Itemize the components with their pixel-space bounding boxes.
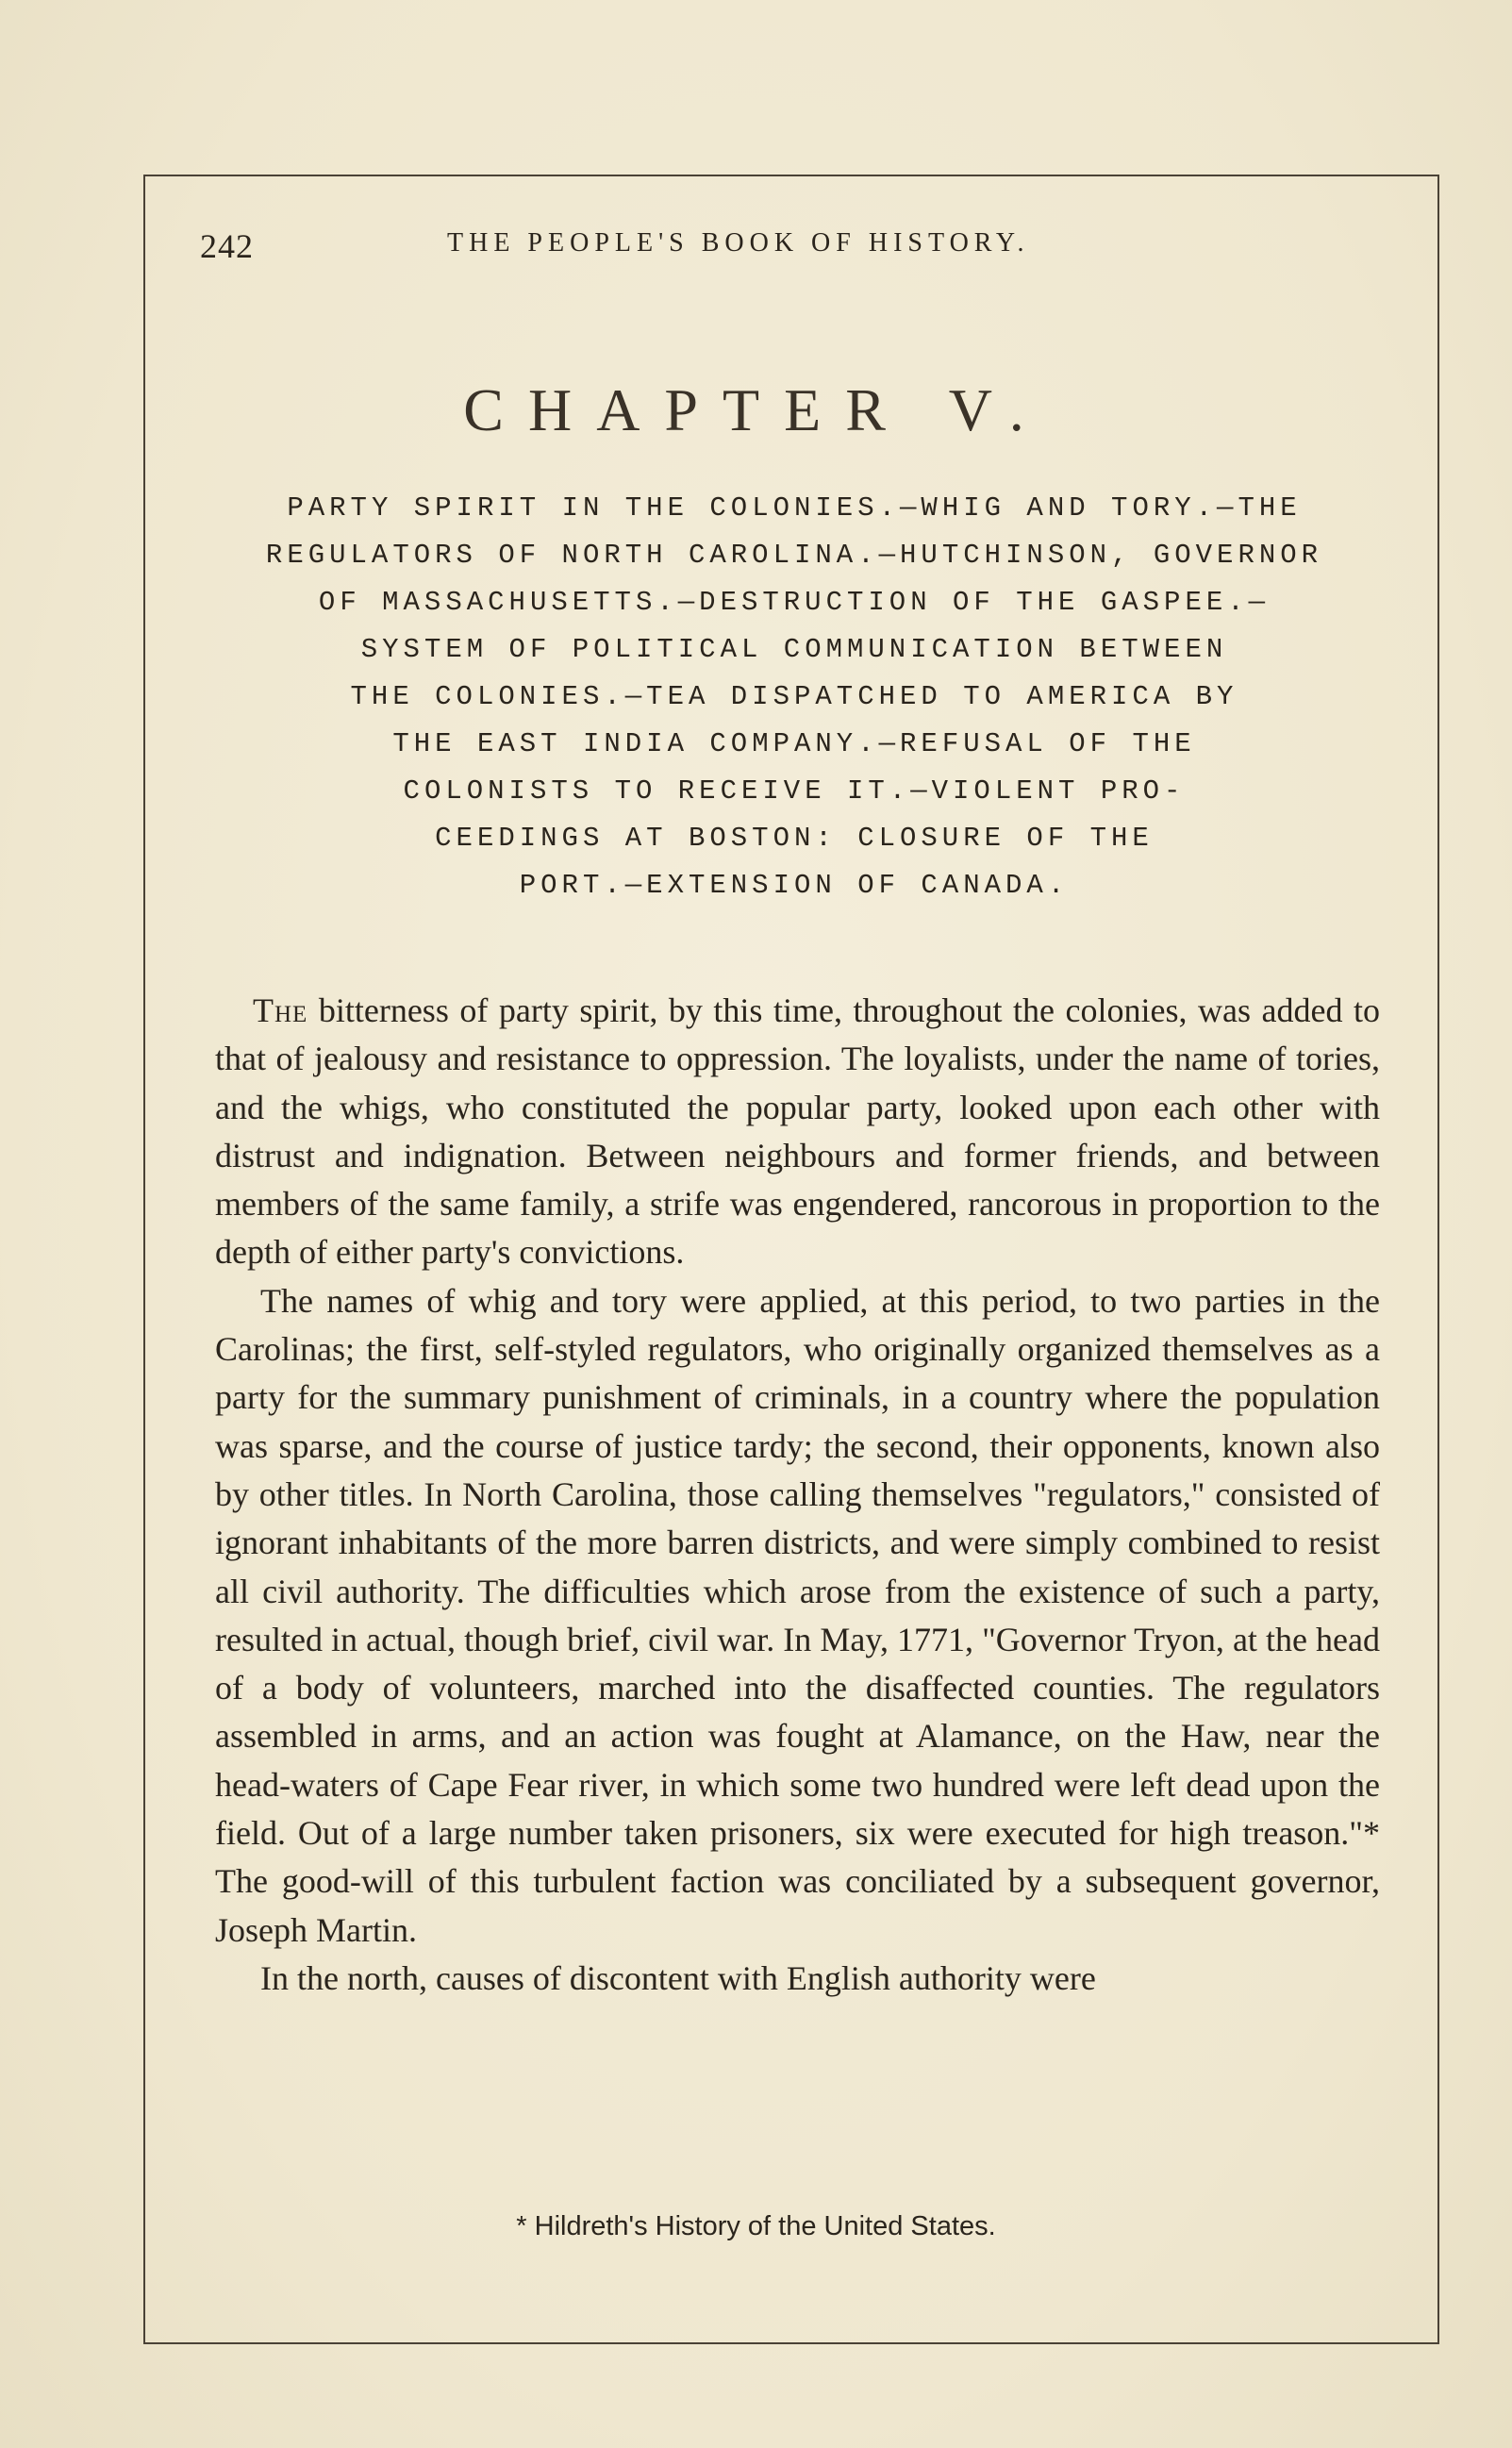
paragraph-text: bitterness of party spirit, by this time, throughout the colonies, was added to that of jealousy and resistance to oppression. The loyalists, under the name of tories, and the whigs, who constituted the popular party, looked upon each other with distrust and indignation. Between neighbours and former friends, and between members of the same family, a strife was engendered, rancorous in proportion to the depth of either party's convictions. (215, 991, 1380, 1272)
paragraph-lead: The (253, 991, 308, 1029)
paragraph (215, 987, 1380, 1277)
summary-line: REGULATORS OF NORTH CAROLINA.—HUTCHINSON, GOVERNOR (265, 540, 1323, 571)
paragraph (215, 1955, 1380, 2003)
running-head: THE PEOPLE'S BOOK OF HISTORY. (447, 228, 1030, 258)
paragraph-text: In the north, causes of discontent with English authority were (260, 1958, 1096, 1997)
summary-line: PARTY SPIRIT IN THE COLONIES.—WHIG AND TORY.—THE (287, 492, 1302, 524)
summary-line: THE EAST INDIA COMPANY.—REFUSAL OF THE (392, 728, 1196, 759)
page-number: 242 (200, 227, 254, 265)
paragraph-text: The names of whig and tory were applied, at this period, to two parties in the Carolinas; the first, self-styled regulators, who originally organized themselves as a party for the summary punishment of criminals, in a country where the population was sparse, and the course of justice tardy; the second, their opponents, known also by other titles. In North Carolina, those calling themselves "regulators," consisted of ignorant inhabitants of the more barren districts, and were simply combined to resist all civil authority. The difficulties which arose from the existence of such a party, resulted in actual, though brief, civil war. In May, 1771, "Governor Tryon, at the head of a body of volunteers, marched into the disaffected counties. The regulators assembled in arms, and an action was fought at Alamance, on the Haw, near the head-waters of Cape Fear river, in which some two hundred were left dead upon the field. Out of a large number taken prisoners, six were executed for high treason."* The good-will of this turbulent faction was conciliated by a subsequent governor, Joseph Martin. (215, 1281, 1380, 1949)
summary-line: OF MASSACHUSETTS.—DESTRUCTION OF THE GASPEE.— (318, 587, 1271, 618)
page-header (200, 226, 1388, 274)
summary-line: COLONISTS TO RECEIVE IT.—VIOLENT PRO- (403, 775, 1186, 807)
footnote: * Hildreth's History of the United States. (516, 2211, 996, 2241)
body-text (215, 987, 1380, 2003)
summary-line: PORT.—EXTENSION OF CANADA. (519, 870, 1070, 901)
summary-line: SYSTEM OF POLITICAL COMMUNICATION BETWEEN (360, 634, 1228, 665)
chapter-title: CHAPTER V. (463, 376, 1049, 443)
paragraph (215, 1277, 1380, 1955)
summary-line: CEEDINGS AT BOSTON: CLOSURE OF THE (435, 823, 1154, 854)
summary-line: THE COLONIES.—TEA DISPATCHED TO AMERICA BY (350, 681, 1238, 712)
